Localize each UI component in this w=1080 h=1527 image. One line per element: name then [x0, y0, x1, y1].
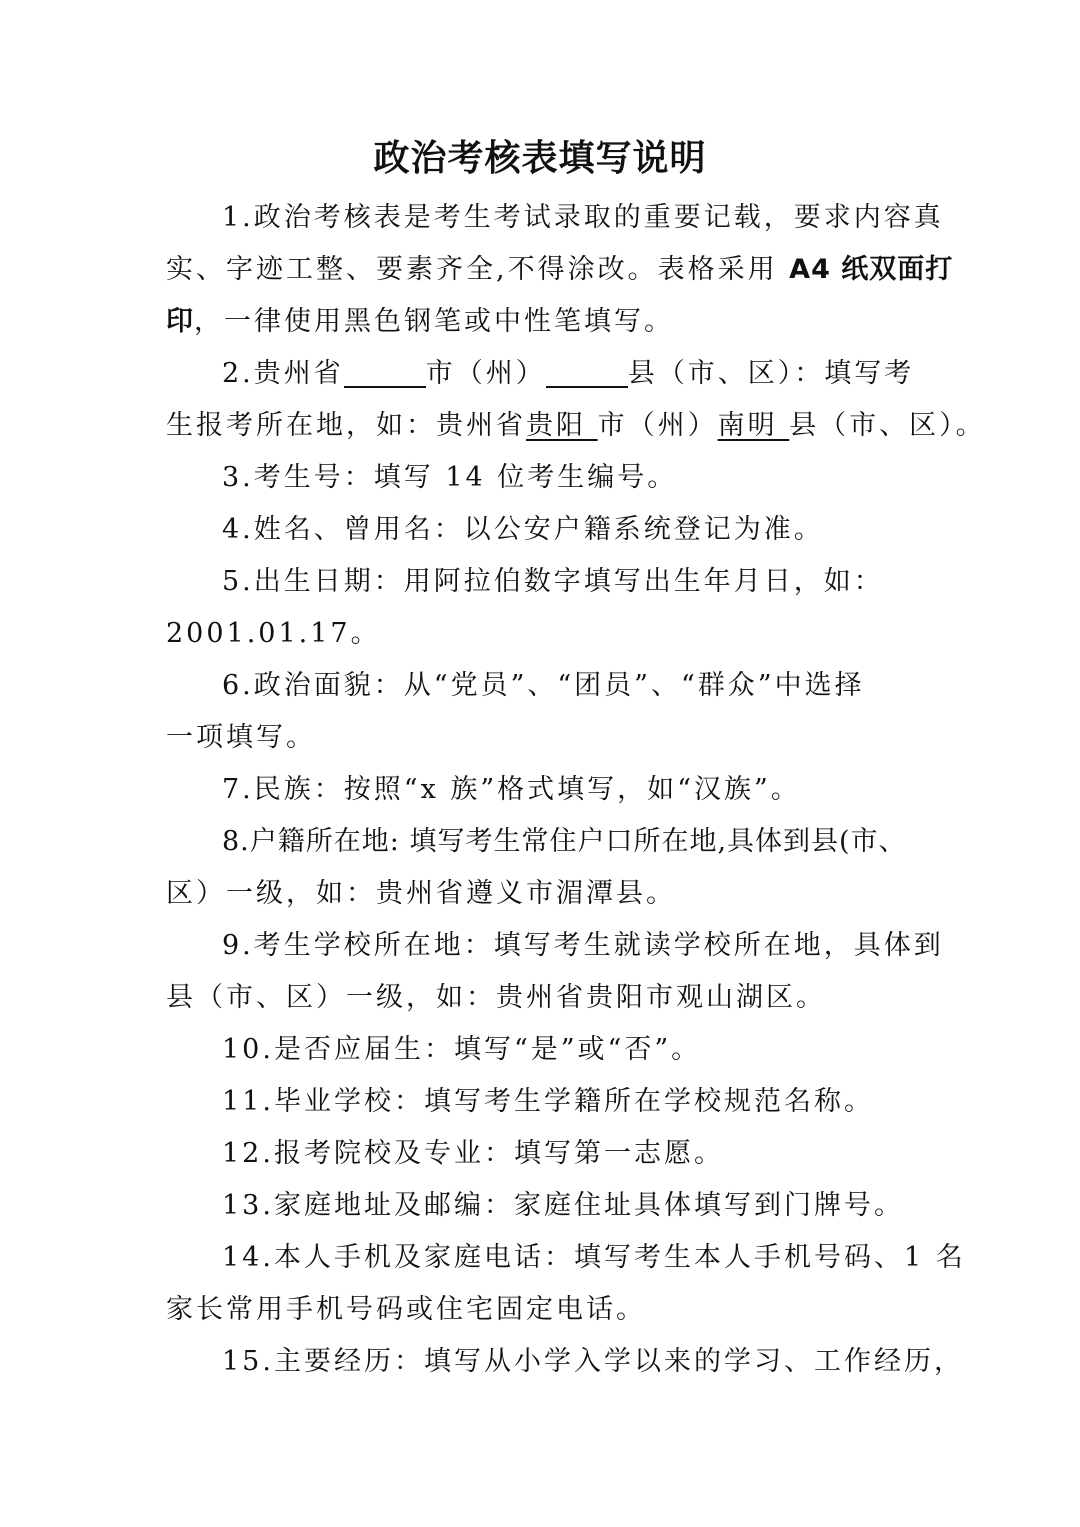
city-blank-line: [344, 358, 426, 388]
county-blank-line: [546, 358, 628, 388]
item-13: 13.家庭地址及邮编：家庭住址具体填写到门牌号。: [222, 1190, 904, 1221]
document-title: 政治考核表填写说明: [373, 137, 707, 179]
item-1-line-1: 1.政治考核表是考生考试录取的重要记载，要求内容真: [222, 202, 944, 233]
item-1-line-2: [166, 250, 953, 290]
item-12: 12.报考院校及专业：填写第一志愿。: [222, 1138, 724, 1169]
item-15: 15.主要经历：填写从小学入学以来的学习、工作经历，: [222, 1346, 964, 1377]
item-5-line-2: 2001.01.17。: [166, 618, 381, 649]
item-5-line-1: 5.出生日期：用阿拉伯数字填写出生年月日，如：: [222, 566, 884, 597]
item-9-line-2: 县（市、区）一级，如：贵州省贵阳市观山湖区。: [166, 982, 826, 1013]
item-1-bold-phrase: A4 纸双面打: [789, 254, 954, 285]
item-2-line-1: [222, 354, 914, 394]
example-city-underlined: 贵阳: [526, 410, 598, 441]
item-1-line-2-text: 实、字迹工整、要素齐全,不得涂改。表格采用: [166, 254, 790, 285]
item-1-line-3-text: ，一律使用黑色钢笔或中性笔填写。: [194, 306, 674, 337]
item-2-example-city-label: 市（州）: [597, 410, 718, 441]
item-2-example-county-label: 县（市、区）。: [789, 410, 986, 441]
item-1-bold-char: 印: [166, 306, 194, 337]
item-2-line-2: [166, 406, 986, 446]
item-14-line-1: 14.本人手机及家庭电话：填写考生本人手机号码、1 名: [222, 1242, 966, 1273]
item-11: 11.毕业学校：填写考生学籍所在学校规范名称。: [222, 1086, 874, 1117]
item-9-line-1: 9.考生学校所在地：填写考生就读学校所在地，具体到: [222, 930, 944, 961]
item-6-line-1: 6.政治面貌：从“党员”、“团员”、“群众”中选择: [222, 670, 865, 701]
item-6-line-2: 一项填写。: [166, 722, 316, 753]
item-2-county-label: 县（市、区）：填写考: [627, 358, 915, 389]
item-4: 4.姓名、曾用名：以公安户籍系统登记为准。: [222, 514, 824, 545]
item-8-line-2: 区）一级，如：贵州省遵义市湄潭县。: [166, 878, 676, 909]
item-1-line-3: [166, 302, 674, 342]
item-8-line-1: 8.户籍所在地: 填写考生常住户口所在地,具体到县(市、: [222, 826, 907, 857]
item-2-city-label: 市（州）: [425, 358, 546, 389]
item-10: 10.是否应届生：填写“是”或“否”。: [222, 1034, 702, 1065]
item-2-example-prefix: 生报考所在地，如：贵州省: [166, 410, 526, 441]
example-county-underlined: 南明: [717, 410, 790, 441]
item-3: 3.考生号：填写 14 位考生编号。: [222, 462, 678, 493]
item-2-prefix: 2.贵州省: [222, 358, 344, 389]
item-14-line-2: 家长常用手机号码或住宅固定电话。: [166, 1294, 646, 1325]
item-7: 7.民族：按照“x 族”格式填写，如“汉族”。: [222, 774, 801, 805]
